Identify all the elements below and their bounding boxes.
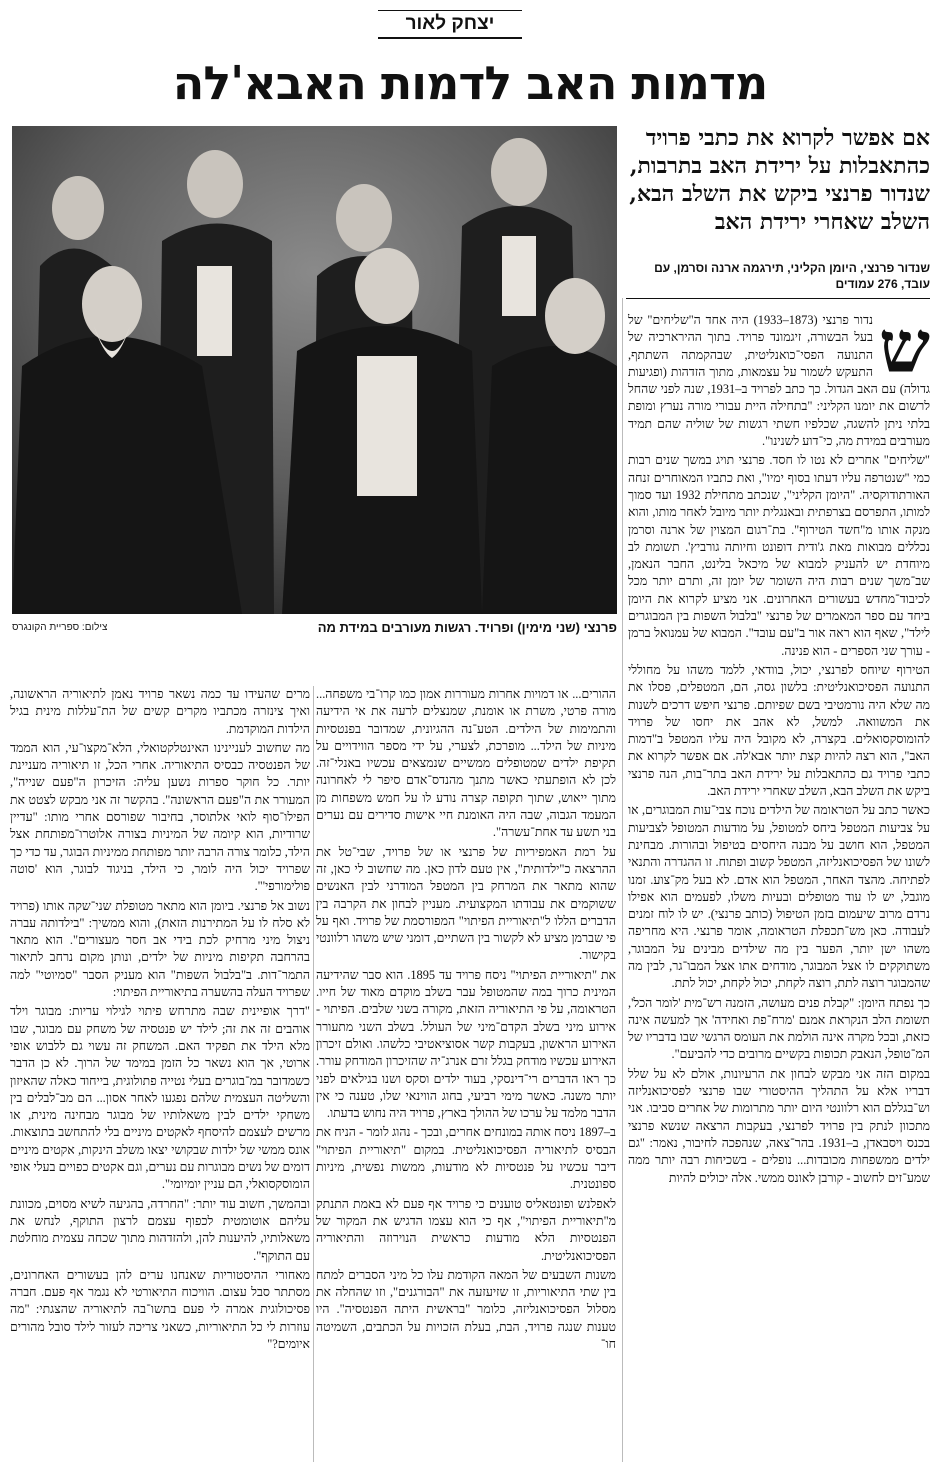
- article-column-3: [10, 686, 310, 1353]
- paragraph: נשוב אל פרנצי. ביומן הוא מתאר מטופלת שני־שקה אותו (פרויד לא סלח לו על המתירנות הזאת), והוא ממשיך: "בילדותה עברה ניצול מיני מרחיק לכת בידי אב חסר מעצורים". הוא מתאר בהרחבה תקיפות מיניות של ילדים, ונותן מקום נרחב לתיאור התמר־דות. ב"בלבול השפות" הוא מעניק הסבר "סמיוטי" למה שפרויד העלה בהשערה בתיאוריית הפיתוי:: [10, 898, 310, 1000]
- author-byline: יצחק לאור: [378, 10, 522, 39]
- paragraph: ב–1897 ניסח אותה במונחים אחרים, ובכך - נהוג לומר - הניח את הבסיס לתיאוריה הפסיכואנליטית. במקום "תיאוריית הפיתוי" דיבר עכשיו על פנטסיות לא מודעות, ממשות נפשית, מיניות ספונטנית.: [316, 1125, 616, 1192]
- paragraph: את "תיאוריית הפיתוי" ניסח פרויד עד 1895. הוא סבר שהידיעה המינית כרוך במה שהמטופל עבר בשלב מוקדם מאוד של חייו. הטראומה, על פי התיאוריה הזאת, מקורה בשני שלבים. הפיתוי - אירוע מיני בשלב הקדם־מיני של העולל. בשלב השני מתעורר האירוע הראשון, בעקבות קשר אסוציאטיבי כלשהו. ואולם זיכרון האירוע עכשיו מודחק בגלל זרם אנרג־יה שהזיכרון המודחק עורר. כך ראו הדברים רי־דינסקי, בעוד ילדים וסקס ושנו בגילאים לפני יותר משנה. כאשר מימי רביעי, בחוג הווינאי שלו, טענה כי אין הדבר מלמד על ערכו של ההולך בארץ, פרויד היה נחוש בדעתו.: [316, 967, 616, 1121]
- paragraph: מרים שהעידו עד כמה נשאר פרויד נאמן לתיאוריה הראשונה, ואיך צינזרה מכתביו מקרים קשים של הת־עללות מינית בגיל הילדות המוקדמת.: [10, 687, 310, 736]
- photo-credit: צילום: ספריית הקונגרס: [12, 622, 108, 633]
- article-column-2: [316, 686, 616, 1353]
- paragraph: "שליחים" אחרים לא נטו לו חסד. פרנצי תויג במשך שנים רבות כמי "שנטרפה עליו דעתו בסוף ימיו", ואת כתביו המאוחרים זנחה האורתודוקסיה. "היומן הקליני", שנכתב מתחילת 1932 ועד סמוך למותו, התפרסם בצרפתית ובאנגלית יותר מיובל לאחר מותו, והוא מנקה אותו מ"חשד הטירוף". בת־רגום המצוין של ארנה וסרמן נכללים מבואות מאת ג'ודית דופונט וחיותה גורביץ'. תשומת לב מיוחדת יש להעניק למבוא של מיכאל בלינט, החבר הנאמן, שב־משך שנים רבות היה השומר של יומן זה, ותרם יותר מכל לכיבוד־מחדש בעשורים האחרונים. אני מציע לקרוא את היומן ביחד עם ספר המאמרים של פרנצי "בלבול השפות בין המבוגרים לילד", שאף הוא ראה אור ב"עם עובד". המבוא של עמנואל ברמן - עורך שני הספרים - הוא פנינה.: [628, 453, 930, 658]
- paragraph: ובהמשך, חשוב עוד יותר: "החרדה, בהגיעה לשיא מסוים, מכוונת עליהם אוטומטית לכפוף עצמם לרצון התוקף, לנחש את משאלותיו, להיענות להן, ולהזדהות מתוך שכחה עצמית מוחלטת עם התוקף".: [10, 1196, 310, 1263]
- photo-caption: [12, 620, 617, 635]
- paragraph: כאשר כתב על הטראומה של הילדים נוכח צבי־עות המבוגרים, או על צביעות המטפל ביחס למטופל, על מודעות המטופל לצביעות המטפל, הוא חושב על מבנה היחסים בטיפול ובהורות. מבחינת לשונו של הפסיכואנליזה, המטפל קשוב ופתוח. זו ההגדרה והתנאי לפתיחה. מהצד האחר, המטפל הוא אדם. לא בעל מק־צוע. זמנו מוגבל, יש לו עוד מטופלים ובעיות משלו, לפעמים הוא אפילו נרדם מרוב שיעמום בזמן הטיפול (כותב פרנצי). יש לו לוח זמנים לעבודה. כאן מש־תכפלת הטראומה, אומר פרנצי. היא מחריפה משהו ישן יותר, הפער בין מה שילדים מבינים על המבוגר, משתוקקים לו אצל המבוגר, מודחים אתו אצל המבו־גר, לבין מה שהמבוגר רוצה לתת, רוצה לקחת, יכול לקחת, יכול לתת.: [628, 803, 930, 991]
- column-divider: [313, 686, 314, 1462]
- book-info: שנדור פרנצי, היומן הקליני, תירגמה ארנה וסרמן, עם עובד, 276 עמודים: [654, 261, 930, 291]
- article-column-1: [628, 304, 930, 1187]
- caption-text: פרנצי (שני מימין) ופרויד. רגשות מעורבים במידת מה: [317, 620, 617, 635]
- paragraph: מה שחשוב לעניינינו האינטלקטואלי, הלא־מקצו־עי, הוא הממד של הפנטסיה כבסיס התיאוריה. אחרי הכל, זו תיאוריה מעניינת יותר. כל חוקר ספרות נשען עליה: הזיכרון ה"פעם שנייה", המעורר את ה"פעם הראשונה". בהקשר זה אני מבקש לצטט את הפילו־סוף לואי אלתוסר, בחיבור שפורסם אחרי מותו: "עדיין שרודיות, הוא קיומה של המיניות בצורה אלוטרו־מפותחת אצל הילד, כלומר צורה הרבה יותר מפותחת ממיניות הבוגר, עד כדי כך שפרויד יכול היה לומר, כי הילד, בניגוד לבוגר, הוא 'סוטה פולימורפי'".: [10, 740, 310, 894]
- paragraph: נדור פרנצי (1873–1933) היה אחד ה"שליחים" של בעל הבשורה, זיגמונד פרויד. בתוך ההירארכיה של התנועה הפסי־כואנליטית, שבהקמתה השתתף, התעקש לשמור על עצמאות, מתוך הזדהות (ופגיעות גדולה) עם האב הגדול. כך כתב לפרויד ב–1931, שנה לפני שהחל לרשום את יומנו הקליני: "בתחילה היית עבורי מורה נערץ ומופת בלתי ניתן להשגה, שכלפיו חשתי רגשות של שוליה שהם תמיד מעורבים במידת מה, כי־דוע לשנינו".: [628, 313, 930, 449]
- paragraph: על רמת האמפיריות של פרנצי או של פרויד, שבי־טל את ההרצאה כ"ילדותית", אין טעם לדון כאן. מה שחשוב לי כאן, זה שהוא מתאר את המרחק בין המטפל המודרני לבין האנשים ששוקמים את עבודתו המקצועית. מעניין לבחון את הקרבה בין הדברים הללו ל"תיאוריית הפיתוי" המפורסמת של פרויד. ואף על פי שברמן מציע לא לקשור בין השתיים, דומני שיש משהו רלוונטי בקישור.: [316, 844, 616, 963]
- column-divider: [622, 298, 623, 1462]
- paragraph: כך נפתח היומן: "קבלת פנים מעושה, הזמנה רש־מית 'לומר הכל', תשומת הלב הנקראת אמנם 'מרח־פת ואחידה' אך למעשה אינה כזאת, ובכל מקרה אינה הולמת את העומס הרגשי שבו בדבריו של המ־טופל, הנאבק תכופות בקשיים מרובים כדי להביעם".: [628, 995, 930, 1062]
- drop-cap: ש: [879, 304, 930, 389]
- subheadline-deck: אם אפשר לקרוא את כתבי פרויד כהתאבלות על ירידת האב בתרבות, שנדור פרנצי ביקש את השלב הבא, השלב שאחרי ירידת האב: [629, 125, 930, 235]
- paragraph: הטירוף שיוחס לפרנצי, יכול, בוודאי, ללמד משהו על מחוללי התנועה הפסיכואנליטית: בלשון גסה, הם, המטפלים, פסלו את מה שלא היה נורמטיבי בשם שפיותם. פרנצי חיפש דרכים לשנות את המשוואה. למשל, לא אהב את יחסו של פרויד להומוסקסואלים. בקצרה, לא מקובל היה עליו המטפל ב"דמות האב", הוא רצה להיות קצת יותר אבא'לה. אם אפשר לקרוא את כתבי פרויד גם כהתאבלות על ירידת האב בתר־בות, הנה פרנצי ביקש את השלב הבא, השלב שאחרי ירידת האב.: [628, 662, 930, 799]
- paragraph: "דרך אופיינית שבה מתרחש פיתוי לגילוי עריות: מבוגר וילד אוהבים זה את זה; לילד יש פנטסיה של משחק עם מבוגר, שבו מלא הילד את תפקיד האם. המשחק זה עשוי גם ללבוש אופי ארוטי, אך הוא נשאר כל הזמן במימד של הרוך. לא כן הדבר כשמדובר במ־בוגרים בעלי נטייה פתולוגית, בייחוד כאלה שהאיזון והשליטה העצמית שלהם נפגעו לאחר אסון... הם מב־לבלים בין משחקי ילדים לבין משאלותיו של מבוגר מבחינה מינית, או מרשים לעצמם להיסחף לאקטים מיניים בלי להתחשב בתוצאות. אונס ממשי של ילדות שבקושי יצאו משלב הינקות, אקטים מיניים דומים של נשים מבוגרות עם נערים, וגם אקטים כפויים בעלי אופי הומוסקסואלי, הם עניין יומיומי".: [10, 1004, 310, 1192]
- paragraph: משנות השבעים של המאה הקודמת עלו כל מיני הסברים למתח בין שתי התיאוריות, זו שזיעזעה את "הבורגנים", וזו שהחלה את מסלול הפסיכואנליזה, כלומר "בראשית היתה הפנטסיה". היו טענות שנגה פרויד, הבת, בעלת הזכויות על הכתבים, השמיטה חו־: [316, 1267, 616, 1351]
- headline: מדמות האב לדמות האבא'לה: [172, 56, 768, 110]
- group-photo: [12, 126, 617, 614]
- paragraph: מאחורי ההיסטוריות שאנחנו ערים להן בעשורים האחרונים, מסתתר סבל עצום. הוויכוח התיאורטי לא נגמר אף פעם. חברה פסיכולוגית אמרה לי פעם בתשו־בה לתיאוריה שהצגתי: "מה עוזרות לי כל התיאוריות, כשאני צריכה לעזור לילד סובל מהורים איומים?": [10, 1267, 310, 1351]
- paragraph: לאפלנש ופונטאליס טוענים כי פרויד אף פעם לא באמת התנתק מ"תיאוריית הפיתוי", אף כי הוא עצמו הדגיש את המקור של הפנטסיות הלא מודעות כראשית הנוירוזה והתיאוריה הפסיכואנליטית.: [316, 1196, 616, 1263]
- divider-rule: [626, 298, 930, 299]
- paragraph: ההורים... או דמויות אחרות מעוררות אמון כמו קרו־בי משפחה... מורה פרטי, משרת או אומנת, שמנצלים לרעה את אי הידיעה והתמימות של הילדים. הטע־נה ההגיונית, שמדובר בפנטסיות מיניות של הילד... מופרכת, לצערי, על ידי מספר הווידויים על תקיפת ילדים שמטופלים ממשיים שנמצאים עכשיו באנלי־זה. לכן לא הופתעתי כאשר מתנך מהנדס־אדם סיפר לי לאחרונה מתוך ייאוש, שתוך תקופה קצרה נודע לו על חמש משפחות מן המעמד הגבוה, שבה היה האומנת חיי אישות סדירים עם נערים בני תשע עד אחת־עשרה".: [316, 687, 616, 840]
- paragraph: במקום הזה אני מבקש לבחון את הרעיונות, אולם לא על שלל דבריו אלא על התהליך ההיסטורי שבו פרנצי לפסיכואנליזה וש־בגללם הוא רלוונטי היום יותר מתרומות של אחרים סביבו. אני מתכוון לנתק בין פרויד לפרנצי, בעקבות הרצאה שנשא פרנצי בכנס ויסבאדן, ב–1931. בהר־צאה, שנהפכה לחיבור, נאמר: "גם ילדים ממשפחות מכובדות... נופלים - בשכיחות רבה יותר ממה שמע־זים לחשוב - קורבן לאונס ממשי. אלה יכולים להיות: [628, 1066, 930, 1185]
